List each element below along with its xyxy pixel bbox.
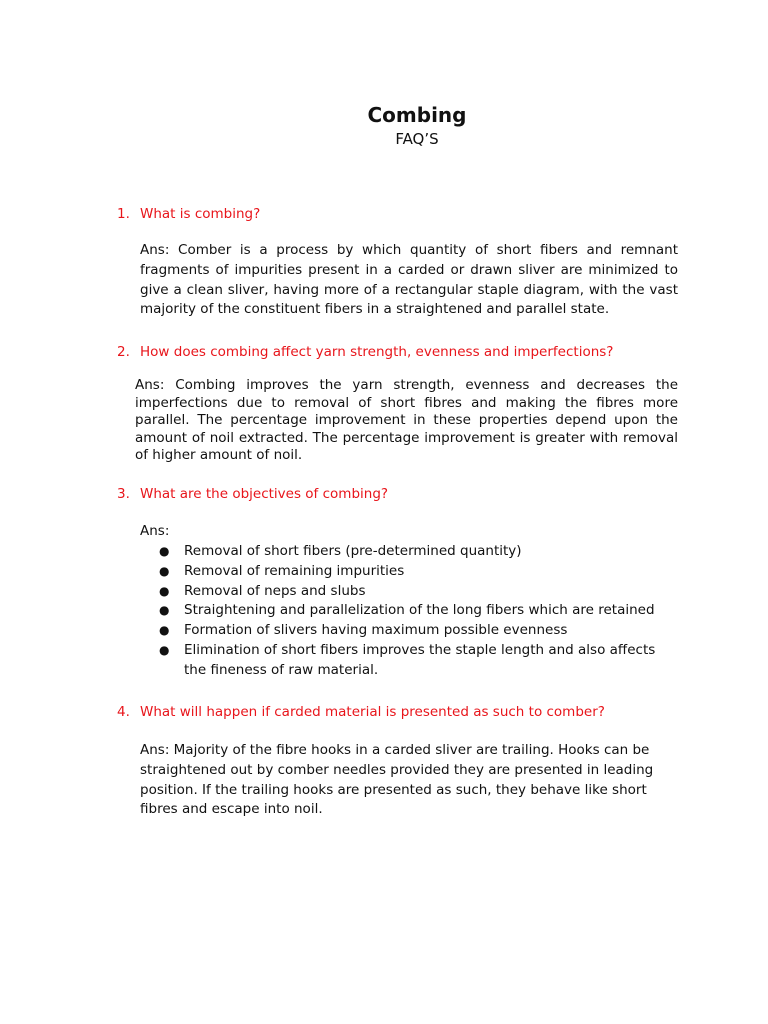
- faq-question-3: [117, 485, 388, 503]
- question-number: 4.: [117, 704, 130, 720]
- objectives-list: [159, 542, 679, 681]
- faq-answer-4: Ans: Majority of the fibre hooks in a carded sliver are trailing. Hooks can be straightened out by comber needles provided they are presented in leading position. If the trailing hooks are presented as such, they behave like short fibres and escape into noil.: [140, 742, 654, 818]
- list-item-text: Removal of remaining impurities: [184, 562, 405, 579]
- list-item: [159, 601, 679, 621]
- bullet-icon: ●: [159, 544, 170, 558]
- question-text: What is combing?: [140, 206, 261, 222]
- faq-answer-2: Ans: Combing improves the yarn strength, evenness and decreases the imperfections due to removal of short fibres and making the fibres more parallel. The percentage improvement in these properties depend upon the amount of noil extracted. The percentage improvement is greater with removal of higher amount of noil.: [135, 377, 678, 463]
- faq-question-2: [117, 343, 613, 361]
- bullet-icon: ●: [159, 603, 170, 618]
- question-number: 3.: [117, 486, 130, 502]
- bullet-icon: ●: [159, 583, 170, 598]
- bullet-icon: ●: [159, 642, 170, 657]
- faq-question-1: [117, 205, 260, 223]
- list-item: [159, 641, 679, 681]
- bullet-icon: ●: [159, 563, 170, 578]
- list-item-text: Formation of slivers having maximum possible evenness: [184, 622, 568, 639]
- list-item: [159, 582, 679, 602]
- list-item: [159, 542, 679, 562]
- question-number: 1.: [117, 206, 130, 222]
- faq-question-4: [117, 703, 605, 721]
- faq-answer-3-label: Ans:: [140, 523, 170, 539]
- question-text: What will happen if carded material is presented as such to comber?: [140, 704, 605, 720]
- question-number: 2.: [117, 344, 130, 360]
- bullet-icon: ●: [159, 623, 170, 638]
- list-item: [159, 621, 679, 641]
- page-subtitle: FAQ’S: [395, 130, 439, 148]
- question-text: How does combing affect yarn strength, evenness and imperfections?: [140, 344, 614, 360]
- list-item-text: Removal of short fibers (pre-determined quantity): [184, 543, 522, 559]
- page-title: Combing: [367, 103, 467, 127]
- list-item-text: Straightening and parallelization of the long fibers which are retained: [184, 602, 655, 619]
- faq-answer-1: Ans: Comber is a process by which quantity of short fibers and remnant fragments of impurities present in a carded or drawn sliver are minimized to give a clean sliver, having more of a rectangular staple diagram, with the vast majority of the constituent fibers in a straightened and parallel state.: [140, 242, 678, 318]
- list-item-text: Elimination of short fibers improves the staple length and also affects the fineness of raw material.: [184, 641, 656, 678]
- list-item: [159, 562, 679, 582]
- question-text: What are the objectives of combing?: [140, 486, 389, 502]
- list-item-text: Removal of neps and slubs: [184, 582, 366, 599]
